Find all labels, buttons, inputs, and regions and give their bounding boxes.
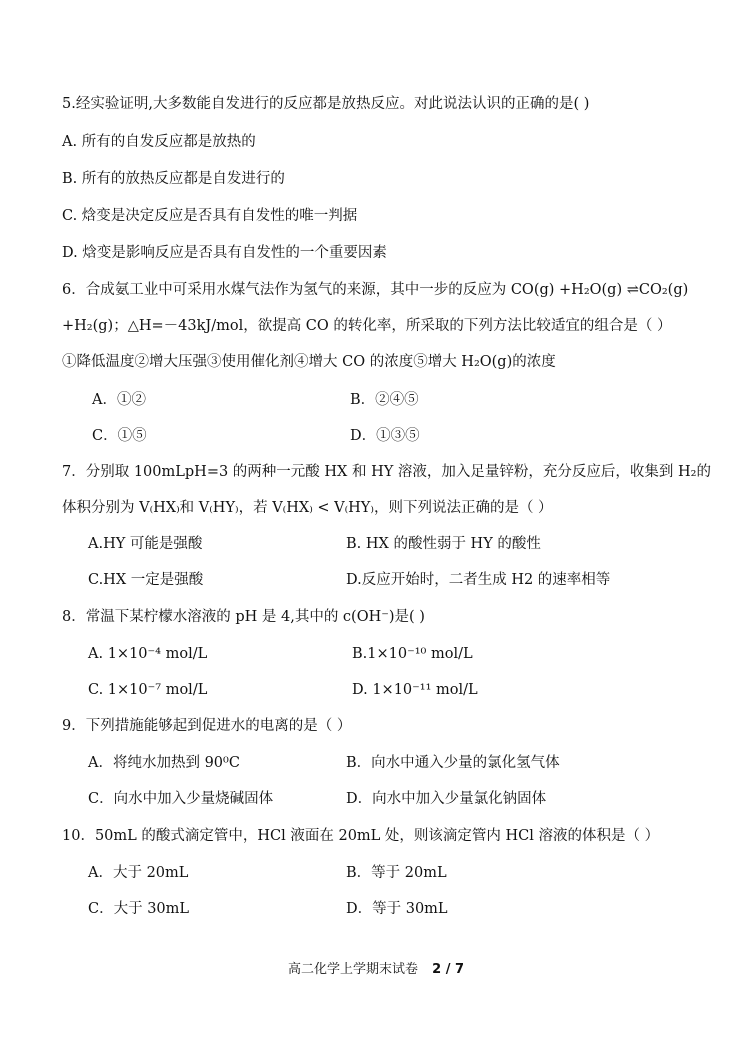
q5-stem: 5.经实验证明,大多数能自发进行的反应都是放热反应。对此说法认识的正确的是( ) — [62, 96, 590, 112]
q7-option-b: B. HX 的酸性弱于 HY 的酸性 — [346, 536, 541, 552]
q9-option-a: A．将纯水加热到 90⁰C — [88, 755, 240, 771]
q8-stem: 8．常温下某柠檬水溶液的 pH 是 4,其中的 c(OH⁻)是( ) — [62, 609, 425, 625]
page-number: 2 / 7 — [432, 962, 465, 977]
q6-option-a: A．①② — [92, 392, 146, 408]
q5-option-c: C. 焓变是决定反应是否具有自发性的唯一判据 — [62, 208, 358, 224]
q6-conditions: ①降低温度②增大压强③使用催化剂④增大 CO 的浓度⑤增大 H₂O(g)的浓度 — [62, 354, 556, 370]
q5-option-d: D. 焓变是影响反应是否具有自发性的一个重要因素 — [62, 245, 387, 261]
footer-title: 高二化学上学期末试卷 — [287, 962, 418, 977]
q6-option-d: D．①③⑤ — [350, 428, 420, 444]
q5-option-a: A. 所有的自发反应都是放热的 — [62, 134, 256, 150]
q8-option-b: B.1×10⁻¹⁰ mol/L — [352, 646, 473, 662]
page-footer — [0, 958, 752, 977]
q8-option-c: C. 1×10⁻⁷ mol/L — [88, 682, 208, 698]
q7-stem-line1: 7．分别取 100mLpH=3 的两种一元酸 HX 和 HY 溶液，加入足量锌粉，充分反应后，收集到 H₂的 — [62, 464, 711, 480]
q9-stem: 9．下列措施能够起到促进水的电离的是（ ） — [62, 718, 352, 734]
q8-option-d: D. 1×10⁻¹¹ mol/L — [352, 682, 478, 698]
q6-stem-line2: +H₂(g)；△H=－43kJ/mol，欲提高 CO 的转化率，所采取的下列方法比较适宜的组合是（ ） — [62, 318, 672, 334]
q10-option-d: D．等于 30mL — [346, 901, 448, 917]
q10-option-c: C．大于 30mL — [88, 901, 190, 917]
q7-option-c: C.HX 一定是强酸 — [88, 572, 204, 588]
q8-option-a: A. 1×10⁻⁴ mol/L — [88, 646, 208, 662]
q9-option-c: C．向水中加入少量烧碱固体 — [88, 791, 274, 807]
q7-option-a: A.HY 可能是强酸 — [88, 536, 203, 552]
q7-option-d: D.反应开始时，二者生成 H2 的速率相等 — [346, 572, 611, 588]
q10-stem: 10．50mL 的酸式滴定管中，HCl 液面在 20mL 处，则该滴定管内 HCl 溶液的体积是（ ） — [62, 828, 660, 844]
q6-option-b: B．②④⑤ — [350, 392, 419, 408]
q5-option-b: B. 所有的放热反应都是自发进行的 — [62, 171, 285, 187]
q7-stem-line2: 体积分别为 V₍HX₎和 V₍HY₎，若 V₍HX₎ < V₍HY₎，则下列说法正确的是（ ） — [62, 500, 553, 516]
q6-stem-line1: 6．合成氨工业中可采用水煤气法作为氢气的来源，其中一步的反应为 CO(g) +H₂O(g) ⇌CO₂(g) — [62, 282, 689, 298]
q10-option-b: B．等于 20mL — [346, 865, 447, 881]
q9-option-b: B．向水中通入少量的氯化氢气体 — [346, 755, 560, 771]
q9-option-d: D．向水中加入少量氯化钠固体 — [346, 791, 547, 807]
q6-option-c: C．①⑤ — [92, 428, 147, 444]
q10-option-a: A．大于 20mL — [88, 865, 189, 881]
